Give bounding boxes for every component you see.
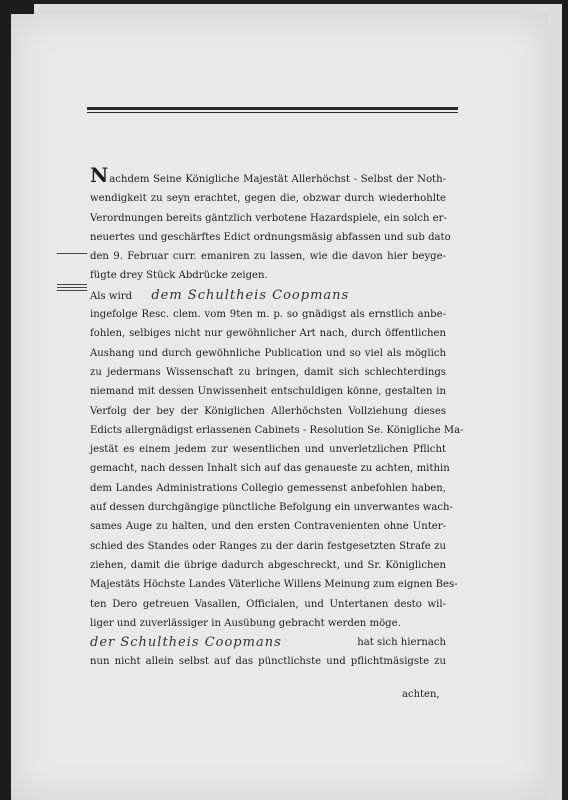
handwritten-name: der Schultheis Coopmans <box>90 635 282 651</box>
text-line: ingefolge Resc. clem. vom 9ten m. p. so gnädigst als ernstlich anbe- <box>90 309 446 321</box>
text-line: ten Dero getreuen Vasallen, Officialen, und Untertanen desto wil- <box>90 598 446 610</box>
text-line: Aushang und durch gewöhnliche Publication und so viel als möglich <box>90 347 446 359</box>
text-line: Edicts allergnädigst erlassenen Cabinets - Resolution Se. Königliche Ma- <box>90 424 464 436</box>
text-line: schied des Standes oder Ranges zu der darin festgesetzten Strafe zu <box>90 540 446 552</box>
als-wird-line: Als wird dem Schultheis Coopmans <box>90 287 350 303</box>
catchword: achten, <box>402 689 440 700</box>
document-body <box>90 163 464 672</box>
text-line: fügte drey Stück Abdrücke zeigen. <box>90 270 268 282</box>
text-line: zu jedermans Wissenschaft zu bringen, damit sich schlechterdings <box>90 366 446 378</box>
text-line: Nachdem Seine Königliche Majestät Allerhöchst - Selbst der Noth- <box>90 163 446 187</box>
closing-line: der Schultheis Coopmans hat sich hiernach <box>90 633 446 652</box>
handwritten-name: dem Schultheis Coopmans <box>151 287 350 303</box>
text-line: sames Auge zu halten, und den ersten Contravenienten ohne Unter- <box>90 521 446 533</box>
text-line: Majestäts Höchste Landes Väterliche Willens Meinung zum eignen Bes- <box>90 579 458 591</box>
margin-mark <box>57 284 87 293</box>
text-line: nun nicht allein selbst auf das pünctlichste und pflichtmäsigste zu <box>90 656 446 668</box>
text-line: fohlen, selbiges nicht nur gewöhnlicher Art nach, durch öffentlichen <box>90 328 446 340</box>
text-line: wendigkeit zu seyn erachtet, gegen die, obzwar durch wiederhohlte <box>90 193 446 205</box>
text-line: auf dessen durchgängige pünctliche Befolgung ein unverwantes wach- <box>90 502 453 514</box>
text-line: gemacht, nach dessen Inhalt sich auf das genaueste zu achten, mithin <box>90 463 450 475</box>
text-line: niemand mit dessen Unwissenheit entschuldigen könne, gestalten in <box>90 386 446 398</box>
header-rule <box>87 107 458 110</box>
text-line: Verfolg der bey der Königlichen Allerhöchsten Vollziehung dieses <box>90 405 446 417</box>
text-line: liger und zuverlässiger in Ausübung gebracht werden möge. <box>90 617 401 629</box>
margin-mark <box>57 253 87 256</box>
text-line: neuertes und geschärftes Edict ordnungsmäsig abfassen und sub dato <box>90 231 451 243</box>
text-line: dem Landes Administrations Collegio gemessenst anbefohlen haben, <box>90 482 446 494</box>
text-line: Verordnungen bereits gäntzlich verbotene Hazardspiele, ein solch er- <box>90 212 447 224</box>
text-line: den 9. Februar curr. emaniren zu lassen, wie die davon hier beyge- <box>90 251 446 263</box>
text-line: ziehen, damit die übrige dadurch abgeschreckt, und Sr. Königlichen <box>90 559 446 571</box>
drop-cap: N <box>90 163 109 187</box>
bleed-through-text <box>86 124 326 164</box>
header-rule-thin <box>87 112 458 113</box>
text-line: jestät es einem jedem zur wesentlichen und unverletzlichen Pflicht <box>90 444 446 456</box>
